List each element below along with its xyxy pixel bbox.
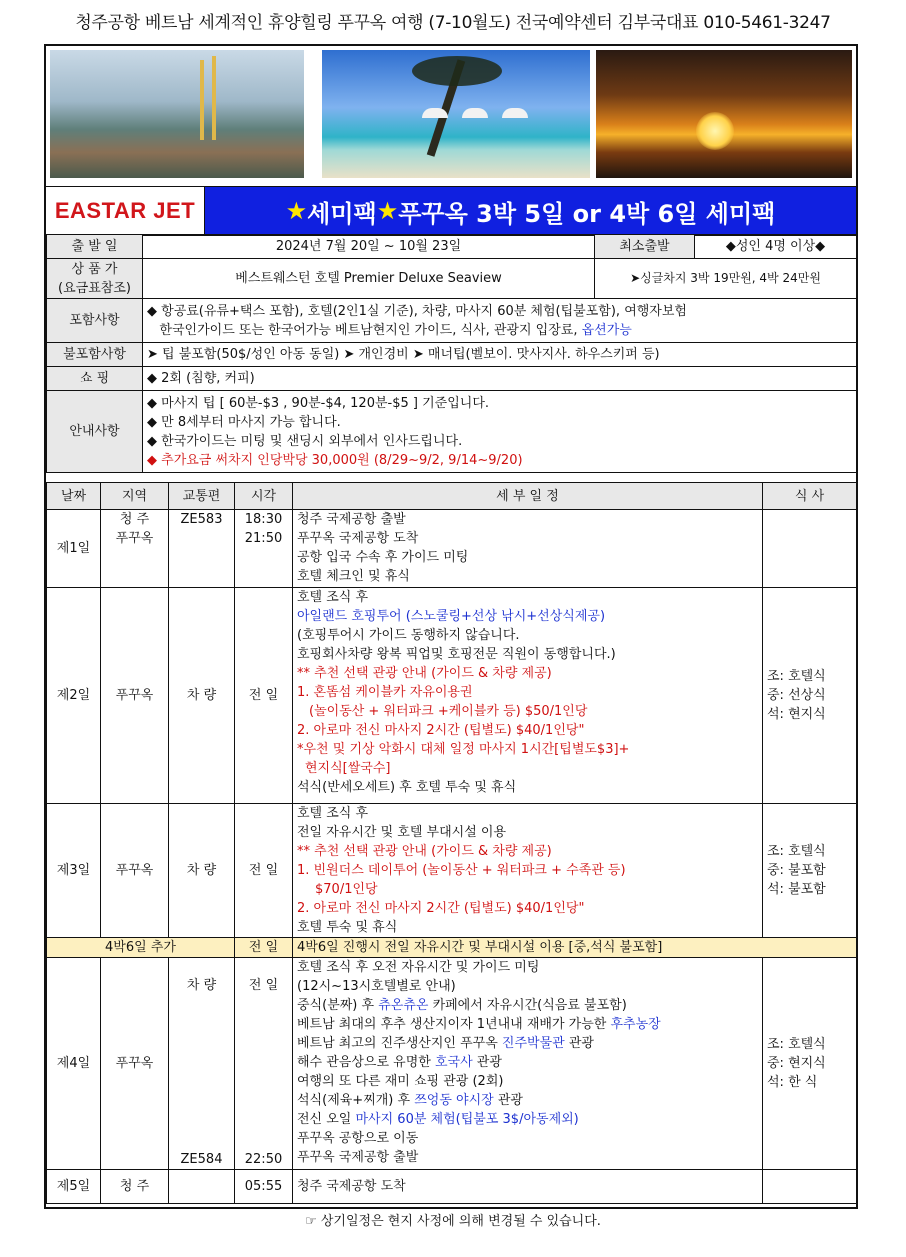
place-cell: 푸꾸옥 bbox=[101, 588, 169, 804]
meal-line: 중: 선상식 bbox=[767, 688, 826, 703]
detail-line: 2. 아로마 전신 마사지 2시간 (팁별도) $40/1인당" bbox=[297, 901, 585, 916]
day5-row bbox=[47, 1170, 857, 1204]
text: 베트남 최대의 후추 생산지이자 1년내내 재배가 가능한 bbox=[297, 1017, 611, 1032]
flight-value: ZE584 bbox=[180, 1152, 223, 1167]
detail-line: 푸꾸옥 공항으로 이동 bbox=[297, 1131, 419, 1146]
star-icon: ★ bbox=[285, 197, 308, 225]
detail-line: 1. 혼똠섬 케이블카 자유이용권 bbox=[297, 685, 473, 700]
detail-line: 호텔 투숙 및 휴식 bbox=[297, 920, 398, 935]
schedule-table bbox=[46, 482, 857, 1204]
meal-line: 석: 한 식 bbox=[767, 1075, 818, 1090]
day4-row bbox=[47, 958, 857, 1170]
text: 석식(제육+찌개) 후 bbox=[297, 1093, 415, 1108]
detail-line bbox=[297, 1110, 758, 1129]
detail-line: 호텔 체크인 및 휴식 bbox=[297, 569, 410, 584]
incl-label: 포함사항 bbox=[47, 299, 143, 343]
day-cell: 제1일 bbox=[47, 510, 101, 588]
time-cell: 전 일 bbox=[235, 804, 293, 938]
detail-line: 호텔 조식 후 bbox=[297, 590, 369, 605]
title-banner bbox=[46, 186, 856, 236]
logo-text: EASTAR JET bbox=[54, 198, 196, 223]
meal-cell bbox=[763, 1170, 857, 1204]
col-transport: 교통편 bbox=[169, 483, 235, 510]
text: 관광 bbox=[564, 1036, 594, 1051]
excl-label: 불포함사항 bbox=[47, 343, 143, 367]
detail-line: 2. 아로마 전신 마사지 2시간 (팁별도) $40/1인당" bbox=[297, 723, 585, 738]
detail-line: 1. 빈원더스 데이투어 (놀이동산 + 워터파크 + 수족관 등) bbox=[297, 863, 626, 878]
shop-value: ◆ 2회 (침향, 커피) bbox=[143, 367, 857, 391]
detail-line: 호텔 조식 후 bbox=[297, 806, 369, 821]
cable-car-tower bbox=[200, 60, 204, 140]
time-cell bbox=[235, 510, 293, 588]
meal-line: 조: 호텔식 bbox=[767, 1037, 826, 1052]
flight-cell: ZE583 bbox=[169, 510, 235, 588]
place-line: 푸꾸옥 bbox=[115, 531, 154, 546]
place-line: 청 주 bbox=[119, 512, 150, 527]
col-day: 날짜 bbox=[47, 483, 101, 510]
time-cell: 전 일 bbox=[235, 938, 293, 958]
departure-label: 출 발 일 bbox=[47, 235, 143, 259]
time-end: 22:50 bbox=[244, 1152, 283, 1167]
single-charge: ➤싱글차지 3박 19만원, 4박 24만원 bbox=[595, 259, 857, 299]
meal-line: 조: 호텔식 bbox=[767, 669, 826, 684]
text: 관광 bbox=[472, 1055, 502, 1070]
detail-line: $70/1인당 bbox=[315, 882, 378, 897]
time-line: 18:30 bbox=[244, 512, 283, 527]
highlight: 쯔엉동 야시장 bbox=[414, 1093, 494, 1108]
photo-strip bbox=[44, 44, 858, 184]
guide-value bbox=[143, 391, 857, 473]
excl-value: ➤ 팁 불포함(50$/성인 아동 동일) ➤ 개인경비 ➤ 매너팁(벨보이. 맛사지사. 하우스키퍼 등) bbox=[143, 343, 857, 367]
day-cell: 제2일 bbox=[47, 588, 101, 804]
umbrella-icon bbox=[462, 108, 488, 118]
highlight: 후추농장 bbox=[610, 1017, 661, 1032]
detail-line: ** 추천 선택 관광 안내 (가이드 & 차량 제공) bbox=[297, 666, 552, 681]
col-time: 시각 bbox=[235, 483, 293, 510]
highlight: 마사지 60분 체험(팁불포 3$/아동제외) bbox=[355, 1112, 579, 1127]
harbor-photo bbox=[50, 50, 304, 178]
price-label-line1: 상 품 가 bbox=[71, 261, 118, 277]
price-label bbox=[47, 259, 143, 299]
text: 카페에서 자유시간(식음료 불포함) bbox=[428, 998, 627, 1013]
palm-leaves bbox=[412, 56, 502, 86]
text: 해수 관음상으로 유명한 bbox=[297, 1055, 435, 1070]
col-place: 지역 bbox=[101, 483, 169, 510]
place-cell: 푸꾸옥 bbox=[101, 804, 169, 938]
price-value: 베스트웨스턴 호텔 Premier Deluxe Seaview bbox=[143, 259, 595, 299]
headline bbox=[205, 187, 856, 235]
highlight: 진주박물관 bbox=[501, 1036, 565, 1051]
option-text: 옵션가능 bbox=[581, 322, 632, 338]
detail-line: ** 추천 선택 관광 안내 (가이드 & 차량 제공) bbox=[297, 844, 552, 859]
incl-line2 bbox=[147, 321, 852, 340]
guide-line: ◆ 마사지 팁 [ 60분-$3 , 90분-$4, 120분-$5 ] 기준입니다. bbox=[147, 395, 490, 411]
text: 전신 오일 bbox=[297, 1112, 356, 1127]
detail-line: 전일 자유시간 및 호텔 부대시설 이용 bbox=[297, 825, 507, 840]
detail-line: 아일랜드 호핑투어 (스노쿨링+선상 낚시+선상식제공) bbox=[297, 609, 606, 624]
day-cell: 제3일 bbox=[47, 804, 101, 938]
transport-cell bbox=[169, 1170, 235, 1204]
detail-line: 호텔 조식 후 오전 자유시간 및 가이드 미팅 bbox=[297, 960, 540, 975]
extra-row bbox=[47, 938, 857, 958]
detail-line: (12시~13시호텔별로 안내) bbox=[297, 979, 456, 994]
guide-label: 안내사항 bbox=[47, 391, 143, 473]
beach-photo bbox=[322, 50, 590, 178]
transport-value: 차 량 bbox=[186, 978, 217, 993]
place-cell bbox=[101, 510, 169, 588]
detail-line: 청주 국제공항 출발 bbox=[297, 512, 406, 527]
umbrella-icon bbox=[422, 108, 448, 118]
day2-row bbox=[47, 588, 857, 804]
meal-line: 조: 호텔식 bbox=[767, 844, 826, 859]
meal-cell bbox=[763, 588, 857, 804]
detail-line bbox=[297, 996, 758, 1015]
highlight: 호국사 bbox=[434, 1055, 473, 1070]
col-detail: 세 부 일 정 bbox=[293, 483, 763, 510]
detail-line: *우천 및 기상 악화시 대체 일정 마사지 1시간[팁별도$3]+ bbox=[297, 742, 630, 757]
info-table bbox=[46, 234, 857, 473]
shop-label: 쇼 핑 bbox=[47, 367, 143, 391]
footnote: ☞ 상기일정은 현지 사정에 의해 변경될 수 있습니다. bbox=[305, 1214, 601, 1229]
detail-cell bbox=[293, 510, 763, 588]
time-cell bbox=[235, 958, 293, 1170]
headline-part-a: 세미팩 bbox=[307, 199, 377, 228]
col-meal: 식 사 bbox=[763, 483, 857, 510]
meal-line: 석: 현지식 bbox=[767, 707, 826, 722]
guide-line: ◆ 만 8세부터 마사지 가능 합니다. bbox=[147, 414, 341, 430]
detail-line: 석식(반세오세트) 후 호텔 투숙 및 휴식 bbox=[297, 780, 517, 795]
place-cell: 푸꾸옥 bbox=[101, 958, 169, 1170]
airline-logo bbox=[46, 187, 205, 235]
price-label-line2: (요금표참조) bbox=[58, 280, 131, 296]
detail-cell bbox=[293, 588, 763, 804]
headline-part-b: 푸꾸옥 3박 5일 or 4박 6일 세미팩 bbox=[398, 199, 776, 228]
detail-line bbox=[297, 1034, 758, 1053]
sunset-photo bbox=[596, 50, 852, 178]
cable-car-tower bbox=[212, 56, 216, 140]
incl-value bbox=[143, 299, 857, 343]
meal-cell bbox=[763, 958, 857, 1170]
min-label: 최소출발 bbox=[595, 235, 695, 259]
meal-line: 중: 현지식 bbox=[767, 1056, 826, 1071]
time-cell: 05:55 bbox=[235, 1170, 293, 1204]
detail-line: 호핑회사차량 왕복 픽업및 호핑전문 직원이 동행합니다.) bbox=[297, 647, 616, 662]
detail-line: 푸꾸옥 국제공항 출발 bbox=[297, 1150, 419, 1165]
day-cell: 제4일 bbox=[47, 958, 101, 1170]
time-line: 21:50 bbox=[244, 531, 283, 546]
time-value: 전 일 bbox=[248, 978, 279, 993]
meal-line: 석: 불포함 bbox=[767, 882, 826, 897]
time-cell: 전 일 bbox=[235, 588, 293, 804]
detail-cell bbox=[293, 958, 763, 1170]
detail-line bbox=[297, 1091, 758, 1110]
detail-line: 푸꾸옥 국제공항 도착 bbox=[297, 531, 419, 546]
detail-line: (놀이동산 + 워터파크 +케이블카 등) $50/1인당 bbox=[309, 704, 588, 719]
sun-icon bbox=[696, 112, 734, 150]
umbrella-icon bbox=[502, 108, 528, 118]
detail-line: (호핑투어시 가이드 동행하지 않습니다. bbox=[297, 628, 520, 643]
page-title: 청주공항 베트남 세계적인 휴양힐링 푸꾸옥 여행 (7-10월도) 전국예약센터 김부국대표 010-5461-3247 bbox=[75, 13, 831, 33]
detail-line: 공항 입국 수속 후 가이드 미팅 bbox=[297, 550, 469, 565]
detail-line bbox=[297, 1053, 758, 1072]
surcharge-line: ◆ 추가요금 써차지 인당박당 30,000원 (8/29~9/2, 9/14~9/20) bbox=[147, 452, 523, 468]
extra-detail: 4박6일 진행시 전일 자유시간 및 부대시설 이용 [중,석식 불포함] bbox=[293, 938, 857, 958]
day1-row bbox=[47, 510, 857, 588]
text: 관광 bbox=[493, 1093, 523, 1108]
meal-cell bbox=[763, 510, 857, 588]
meal-cell bbox=[763, 804, 857, 938]
transport-cell: 차 량 bbox=[169, 804, 235, 938]
incl-line1: ◆ 항공료(유류+택스 포함), 호텔(2인1실 기준), 차량, 마사지 60분 체험(팁불포함), 여행자보험 bbox=[147, 303, 687, 319]
incl-line2-text: 한국인가이드 또는 한국어가능 베트남현지인 가이드, 식사, 관광지 입장료, bbox=[159, 322, 582, 338]
text: 베트남 최고의 진주생산지인 푸꾸옥 bbox=[297, 1036, 502, 1051]
highlight: 츄온츄온 bbox=[378, 998, 429, 1013]
extra-label: 4박6일 추가 bbox=[47, 938, 235, 958]
detail-line: 현지식[쌀국수] bbox=[305, 761, 391, 776]
detail-line: 여행의 또 다른 재미 쇼핑 관광 (2회) bbox=[297, 1074, 504, 1089]
guide-line: ◆ 한국가이드는 미팅 및 샌딩시 외부에서 인사드립니다. bbox=[147, 433, 463, 449]
day-cell: 제5일 bbox=[47, 1170, 101, 1204]
detail-line bbox=[297, 1015, 758, 1034]
detail-cell bbox=[293, 804, 763, 938]
detail-cell: 청주 국제공항 도착 bbox=[293, 1170, 763, 1204]
meal-line: 중: 불포함 bbox=[767, 863, 826, 878]
min-value: ◆성인 4명 이상◆ bbox=[695, 235, 857, 259]
transport-cell: 차 량 bbox=[169, 588, 235, 804]
transport-cell bbox=[169, 958, 235, 1170]
departure-value: 2024년 7월 20일 ~ 10월 23일 bbox=[143, 235, 595, 259]
day3-row bbox=[47, 804, 857, 938]
place-cell: 청 주 bbox=[101, 1170, 169, 1204]
text: 중식(분짜) 후 bbox=[297, 998, 379, 1013]
star-icon: ★ bbox=[376, 197, 399, 225]
